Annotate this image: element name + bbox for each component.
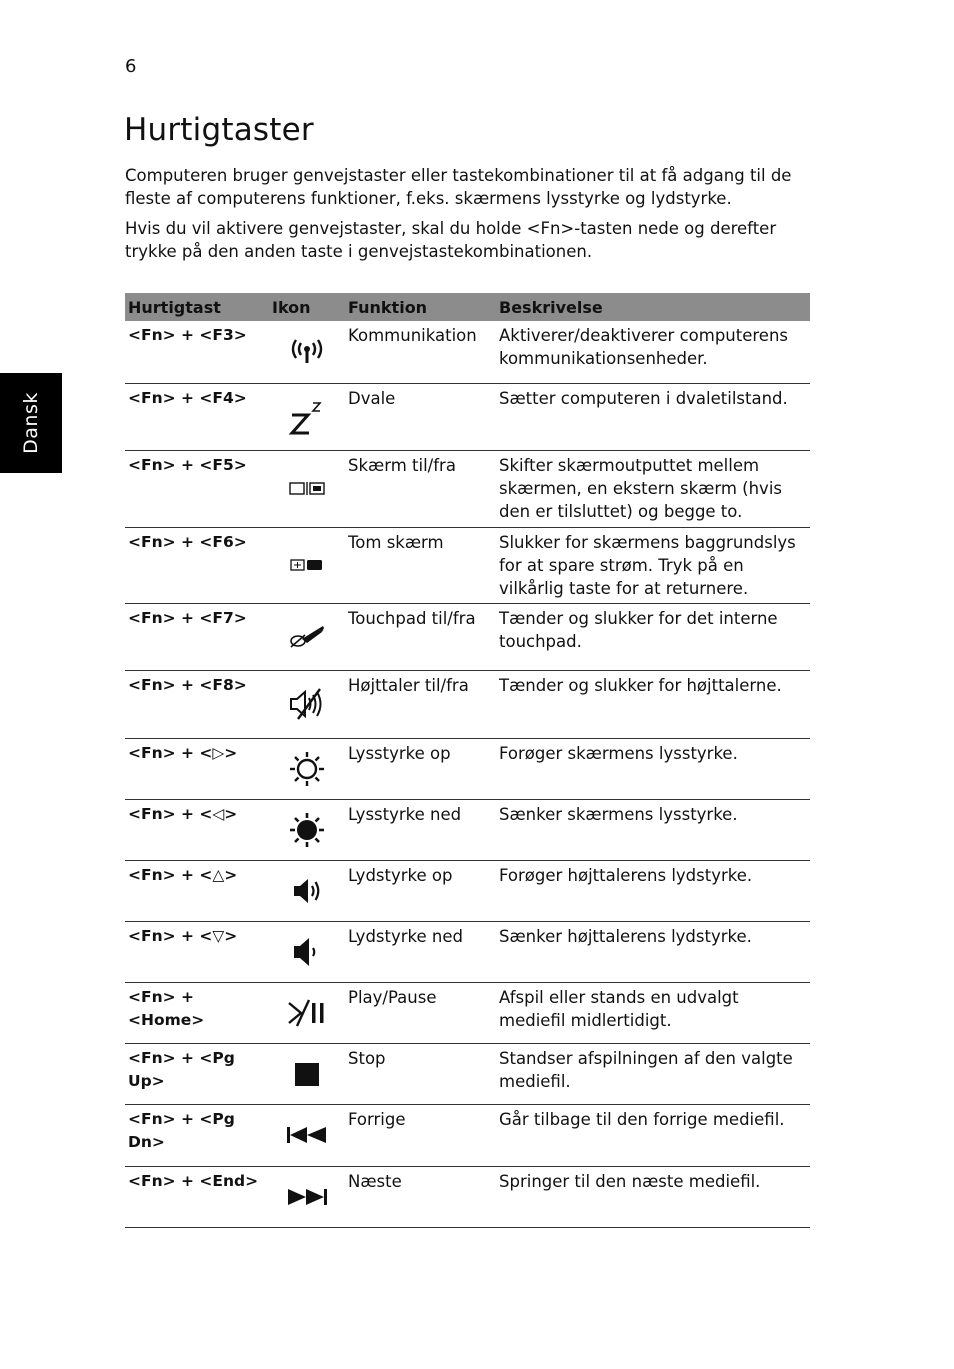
header-description: Beskrivelse <box>496 293 810 321</box>
header-function: Funktion <box>345 293 496 321</box>
sleep-icon <box>287 397 327 437</box>
table-row <box>125 1104 810 1166</box>
table-row <box>125 799 810 860</box>
hotkey-cell: <Fn> + <F8> <box>125 670 269 738</box>
language-tab-label: Dansk <box>20 392 42 454</box>
language-tab <box>0 373 62 473</box>
function-cell: Dvale <box>345 383 496 450</box>
hotkey-cell: <Fn> + <F3> <box>125 321 269 383</box>
function-cell: Lysstyrke ned <box>345 799 496 860</box>
next-icon <box>285 1186 329 1208</box>
table-row <box>125 603 810 670</box>
table-row <box>125 1043 810 1104</box>
function-cell: Tom skærm <box>345 527 496 603</box>
function-cell: Forrige <box>345 1104 496 1166</box>
description-cell: Tænder og slukker for højttalerne. <box>496 670 810 738</box>
hotkey-cell: <Fn> + <◁> <box>125 799 269 860</box>
header-hotkey: Hurtigtast <box>125 293 269 321</box>
table-row <box>125 982 810 1043</box>
page-title: Hurtigtaster <box>124 112 314 148</box>
hotkey-cell: <Fn> + <End> <box>125 1166 269 1227</box>
header-icon: Ikon <box>269 293 345 321</box>
hotkey-cell: <Fn> + <F6> <box>125 527 269 603</box>
function-cell: Play/Pause <box>345 982 496 1043</box>
hotkey-cell: <Fn> + <Pg Up> <box>125 1043 269 1104</box>
table-row <box>125 860 810 921</box>
function-cell: Lysstyrke op <box>345 738 496 799</box>
hotkey-table <box>125 293 810 1228</box>
volume-down-icon <box>287 935 327 969</box>
intro-paragraph: Computeren bruger genvejstaster eller tastekombinationer til at få adgang til de fleste af computerens funktioner, f.eks. skærmens lysstyrke og lydstyrke. <box>125 166 792 208</box>
function-cell: Næste <box>345 1166 496 1227</box>
function-cell: Touchpad til/fra <box>345 603 496 670</box>
description-cell: Sætter computeren i dvaletilstand. <box>496 383 810 450</box>
function-cell: Lydstyrke ned <box>345 921 496 982</box>
description-cell: Afspil eller stands en udvalgt mediefil midlertidigt. <box>496 982 810 1043</box>
table-row <box>125 383 810 450</box>
brightness-up-icon <box>287 749 327 789</box>
function-cell: Stop <box>345 1043 496 1104</box>
description-cell: Forøger skærmens lysstyrke. <box>496 738 810 799</box>
table-row <box>125 450 810 527</box>
table-row <box>125 738 810 799</box>
page-number: 6 <box>125 56 137 77</box>
wireless-icon <box>287 337 327 367</box>
description-cell: Forøger højttalerens lydstyrke. <box>496 860 810 921</box>
intro-paragraph: Hvis du vil aktivere genvejstaster, skal du holde <Fn>-tasten nede og derefter trykke på den anden taste i genvejstastekombinationen. <box>125 219 777 261</box>
description-cell: Går tilbage til den forrige mediefil. <box>496 1104 810 1166</box>
function-cell: Lydstyrke op <box>345 860 496 921</box>
table-row <box>125 1166 810 1227</box>
description-cell: Tænder og slukker for det interne touchpad. <box>496 603 810 670</box>
description-cell: Sænker højttalerens lydstyrke. <box>496 921 810 982</box>
table-row <box>125 670 810 738</box>
function-cell: Skærm til/fra <box>345 450 496 527</box>
description-cell: Aktiverer/deaktiverer computerens kommunikationsenheder. <box>496 321 810 383</box>
touchpad-toggle-icon <box>287 625 327 649</box>
function-cell: Kommunikation <box>345 321 496 383</box>
table-row <box>125 921 810 982</box>
hotkey-cell: <Fn> + <Pg Dn> <box>125 1104 269 1166</box>
table-row <box>125 321 810 383</box>
previous-icon <box>285 1124 329 1146</box>
brightness-down-icon <box>287 810 327 850</box>
display-toggle-icon <box>287 481 327 497</box>
play-pause-icon <box>285 998 329 1028</box>
stop-icon <box>287 1059 327 1089</box>
function-cell: Højttaler til/fra <box>345 670 496 738</box>
hotkey-cell: <Fn> + <▽> <box>125 921 269 982</box>
speaker-mute-icon <box>287 687 327 721</box>
description-cell: Standser afspilningen af den valgte mediefil. <box>496 1043 810 1104</box>
table-row <box>125 527 810 603</box>
screen-blank-icon <box>287 557 327 573</box>
hotkey-cell: <Fn> + <F5> <box>125 450 269 527</box>
hotkey-cell: <Fn> + <F4> <box>125 383 269 450</box>
description-cell: Skifter skærmoutputtet mellem skærmen, en ekstern skærm (hvis den er tilsluttet) og begge to. <box>496 450 810 527</box>
hotkey-cell: <Fn> + <F7> <box>125 603 269 670</box>
hotkey-cell: <Fn> + <Home> <box>125 982 269 1043</box>
hotkey-cell: <Fn> + <△> <box>125 860 269 921</box>
volume-up-icon <box>287 874 327 908</box>
hotkey-cell: <Fn> + <▷> <box>125 738 269 799</box>
description-cell: Slukker for skærmens baggrundslys for at spare strøm. Tryk på en vilkårlig taste for at returnere. <box>496 527 810 603</box>
intro-text <box>125 164 815 270</box>
table-header-row <box>125 293 810 321</box>
description-cell: Sænker skærmens lysstyrke. <box>496 799 810 860</box>
description-cell: Springer til den næste mediefil. <box>496 1166 810 1227</box>
